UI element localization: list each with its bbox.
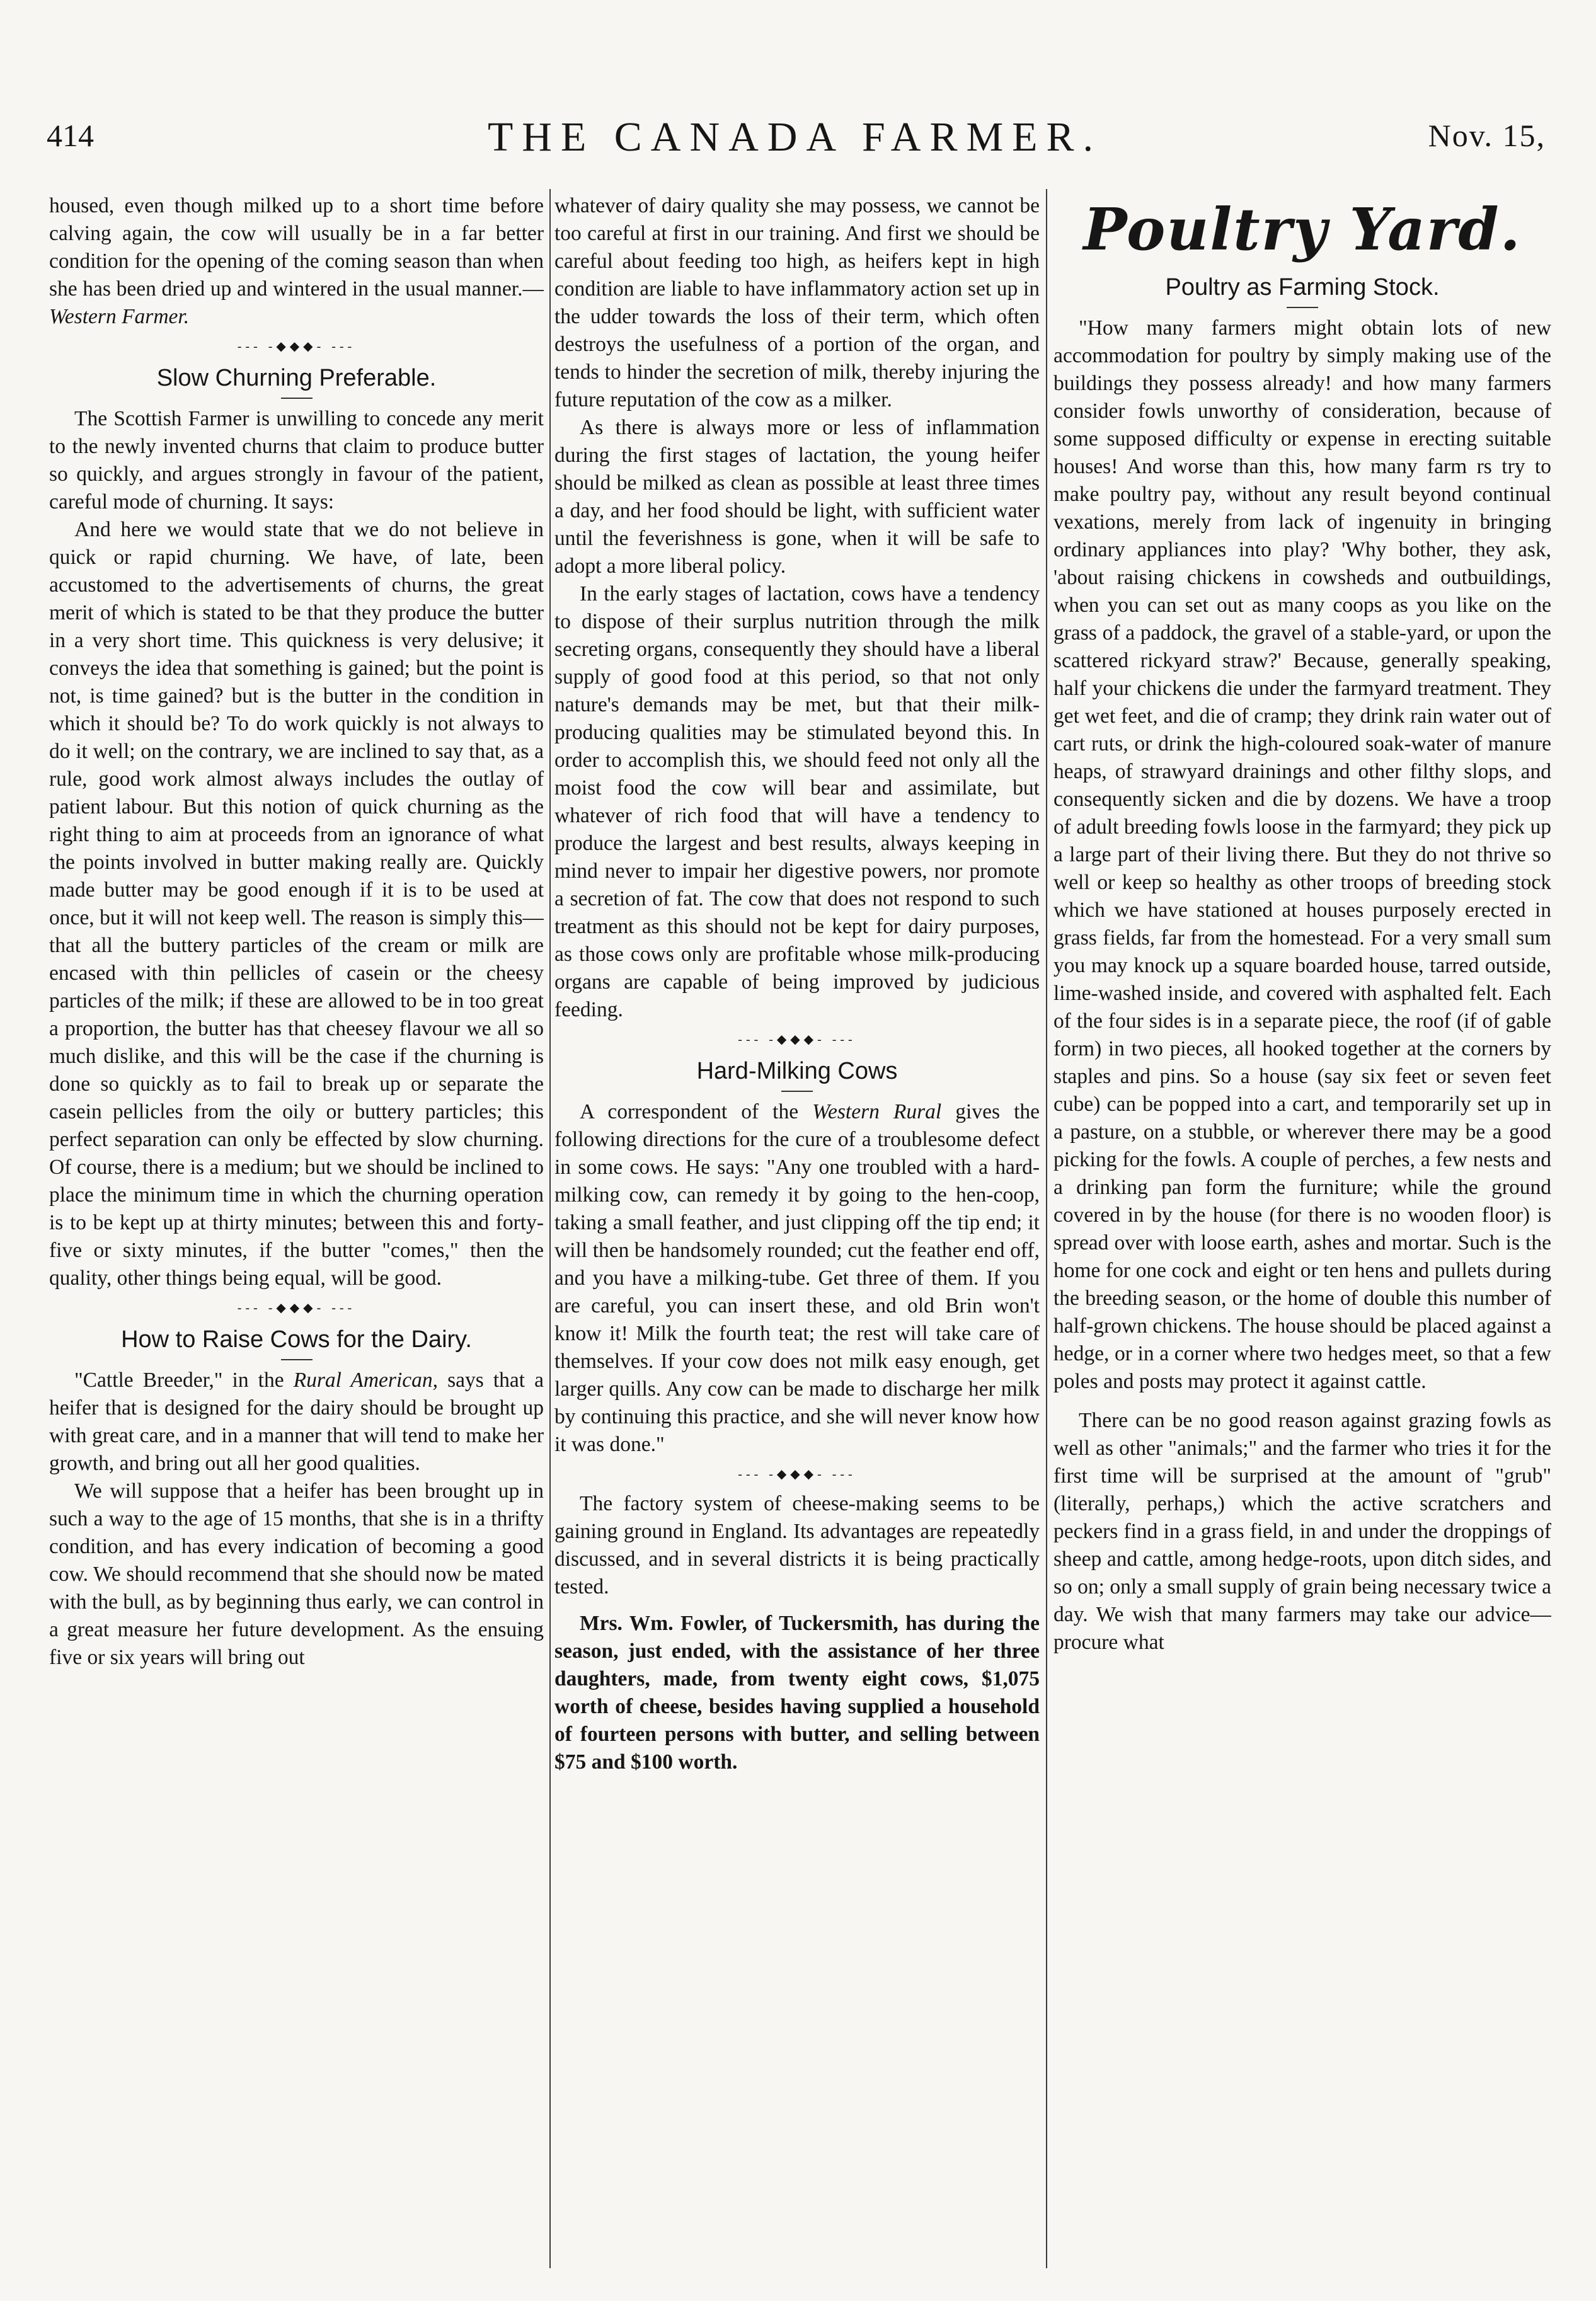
inflammation-paragraph: As there is always more or less of inflammation during the first stages of lactation, the young heifer should be milked as clean as possible at least three times a day, and her food should be light, with sufficient water until the feverishness is gone, when it will be safe to adopt a more liberal policy. — [554, 416, 1040, 578]
poultry-body: "How many farmers might obtain lots of new accommodation for poultry by simply making use of the buildings they possess already! and how many farmers consider fowls unworthy of consideration, because of some supposed difficulty or expense in erecting suitable houses! And worse than this, how many farm rs try to make poultry pay, without any result beyond continual vexations, merely from lack of ingenuity in bringing ordinary appliances into play? 'Why bother, they ask, 'about raising chickens in cowsheds and outbuildings, when you can set out as many coops as you like on the grass of a paddock, the gravel of a stable-yard, or upon the scattered rickyard straw?' Because, generally speaking, half your chickens die under the farmyard treatment. They get wet feet, and die of cramp; they drink rain water out of cart ruts, or drink the high-coloured soak-water of manure heaps, of strawyard drainings and other filthy slops, and consequently sicken and die by dozens. We have a troop of adult breeding fowls loose in the farmyard; they pick up a large part of their living there. But they do not thrive so well or keep so healthy as other troops of breeding stock which we have stationed at houses purposely erected in grass fields, far from the homestead. For a very small sum you may knock up a square boarded house, tarred outside, lime-washed inside, and covered with asphalted felt. Each of the four sides is in a separate piece, the roof (if of gable form) in two pieces, all hooked together at the corners by staples and pins. So a house (say six feet or seven feet cube) can be popped into a cart, and temporarily set up in a pasture, on a stubble, or wherever there may be a good picking for the fowls. A couple of perches, a few nests and a drinking pan form the furniture; while the ground covered in by the house (for there is no wooden floor) is spread over with loose earth, ashes and mortar. Such is the home for one cock and eight or ten hens and pullets during the breeding season, or the home of double this number of half-grown chickens. The house should be placed against a hedge, or in a corner where two hedges meet, so that a few poles and posts may protect it against cattle. — [1053, 316, 1551, 1393]
column-3 — [1053, 192, 1551, 2265]
issue-date: Nov. 15, — [1428, 118, 1546, 153]
hard-milking-b: gives the following directions for the cure of a troublesome defect in some cows. He says: "Any one troubled with a hard-milking cow, can remedy it by going to the hen-coop, taking a small feather, and just clipping off the tip end; it will then be handsomely rounded; cut the feather end off, and you have a milking-tube. Get three of them. If you are careful, you can insert these, and old Brin won't know it! Milk the fourth teat; the rest will take care of themselves. If your cow does not milk easy enough, get larger quills. Any cow can be made to discharge her milk by continuing this practice, and she will never know how it was done." — [554, 1100, 1040, 1456]
poultry-grazing: There can be no good reason against grazing fowls as well as other "animals;" and the farmer who tries it for the first time will be surprised at the amount of "grub" (literally, perhaps,) which the active scratchers and peckers find in a grass field, in and under the droppings of sheep and cattle, among hedge-roots, upon ditch sides, and so on; only a small supply of grain being necessary twice a day. We wish that many farmers may take our advice—procure what — [1053, 1409, 1551, 1654]
column-rule-left — [549, 189, 551, 2268]
masthead: THE CANADA FARMER. — [487, 114, 1102, 160]
hard-milking-a: A correspondent of the — [580, 1100, 813, 1123]
heading-raise-cows: How to Raise Cows for the Dairy. — [49, 1325, 544, 1360]
heading-poultry-farming-stock: Poultry as Farming Stock. — [1053, 273, 1551, 308]
raise-cows-source: Rural American, — [293, 1369, 439, 1392]
heading-hard-milking: Hard-Milking Cows — [554, 1057, 1040, 1092]
slow-churning-body: And here we would state that we do not believe in quick or rapid churning. We have, of late, been accustomed to the advertisements of churns, the great merit of which is stated to be that they produce the butter in a very short time. This quickness is very delusive; it conveys the idea that something is gained; but the point is not, is time gained? but is the butter in the condition in which it should be? To do work quickly is not always to do it well; on the contrary, we are inclined to say that, as a rule, good work almost always includes the outlay of patient labour. But this notion of quick churning as the right thing to aim at proceeds from an ignorance of what the points involved in butter making really are. Quickly made butter may be good enough if it is to be used at once, but it will not keep well. The reason is simply this—that all the buttery particles of the cream or milk are encased with thin pellicles of casein or the cheesy particles of the milk; if these are allowed to be in too great a proportion, the butter has that cheesey flavour we all so much dislike, and this will be the case if the churning is done so quickly as to fail to break up or separate the casein pellicles from the oily or buttery particles; this perfect separation can only be effected by slow churning. Of course, there is a medium; but we should be inclined to place the minimum time in which the churning operation is to be kept up at thirty minutes; between this and forty-five or sixty minutes, if the butter "comes," then the quality, other things being equal, will be good. — [49, 518, 544, 1290]
page-header — [44, 113, 1546, 170]
column-rule-right — [1046, 189, 1047, 2268]
raise-cows-intro-b: says that a heifer that is designed for the dairy should be brought up with great care, and in a manner that will tend to make her growth, and bring out all her good qualities. — [49, 1369, 544, 1475]
lactation-paragraph: In the early stages of lactation, cows have a tendency to dispose of their surplus nutrition through the milk secreting organs, consequently they should have a liberal supply of good food at this period, so that not only nature's demands may be met, but that their milk-producing qualities may be stimulated beyond this. In order to accomplish this, we should feed not only all the moist food the cow will bear and assimilate, but whatever of rich food that will have a tendency to produce the largest and best results, always keeping in mind never to impair her digestive powers, nor promote a secretion of fat. The cow that does not respond to such treatment as this should not be kept for dairy purposes, as those cows only are profitable whose milk-producing organs are capable of being improved by judicious feeding. — [554, 582, 1040, 1021]
raise-cows-intro — [49, 1367, 544, 1478]
hard-milking-source: Western Rural — [812, 1100, 942, 1123]
raise-cows-intro-a: "Cattle Breeder," in the — [74, 1369, 294, 1392]
raise-cows-body: We will suppose that a heifer has been brought up in such a way to the age of 15 months, that she is in a thrifty condition, and has every indication of becoming a good cow. We should recommend that she should now be mated with the bull, as by beginning thus early, we can control in a great measure her future development. As the ensuing five or six years will bring out — [49, 1479, 544, 1669]
continued-source: Western Farmer. — [49, 305, 190, 328]
department-heading-poultry-yard: Poultry Yard. — [1083, 195, 1522, 263]
hard-milking-body — [554, 1098, 1040, 1459]
fowler-cheese-note: Mrs. Wm. Fowler, of Tuckersmith, has during the season, just ended, with the assistance of her three daughters, made, from twenty eight cows, $1,075 worth of cheese, besides having supplied a household of fourteen persons with butter, and selling between $75 and $100 worth. — [554, 1612, 1040, 1774]
column-1 — [49, 192, 544, 2265]
section-separator: --- -◆◆◆- --- — [237, 1301, 356, 1315]
heading-slow-churning: Slow Churning Preferable. — [49, 364, 544, 399]
raise-cows-continued: whatever of dairy quality she may possess, we cannot be too careful at first in our training. And first we should be careful about feeding too high, as heifers kept in high condition are liable to have inflammatory action set up in the udder towards the loss of their term, which often destroys the usefulness of a portion of the organ, and tends to hinder the secretion of milk, thereby injuring the future reputation of the cow as a milker. — [554, 194, 1040, 411]
section-separator: --- -◆◆◆- --- — [237, 340, 356, 353]
column-2 — [554, 192, 1040, 2265]
slow-churning-intro: The Scottish Farmer is unwilling to concede any merit to the newly invented churns that claim to produce butter so quickly, and argues strongly in favour of the patient, careful mode of churning. It says: — [49, 407, 544, 514]
continued-article — [49, 192, 544, 331]
page-number: 414 — [47, 118, 94, 153]
continued-text: housed, even though milked up to a short time before calving again, the cow will usually be in a far better condition for the opening of the coming season than when she has been dried up and wintered in the usual manner.— — [49, 194, 544, 301]
factory-system-note: The factory system of cheese-making seems to be gaining ground in England. Its advantages are repeatedly discussed, and in several districts it is being practically tested. — [554, 1492, 1040, 1598]
section-separator: --- -◆◆◆- --- — [738, 1467, 856, 1481]
section-separator: --- -◆◆◆- --- — [738, 1033, 856, 1047]
